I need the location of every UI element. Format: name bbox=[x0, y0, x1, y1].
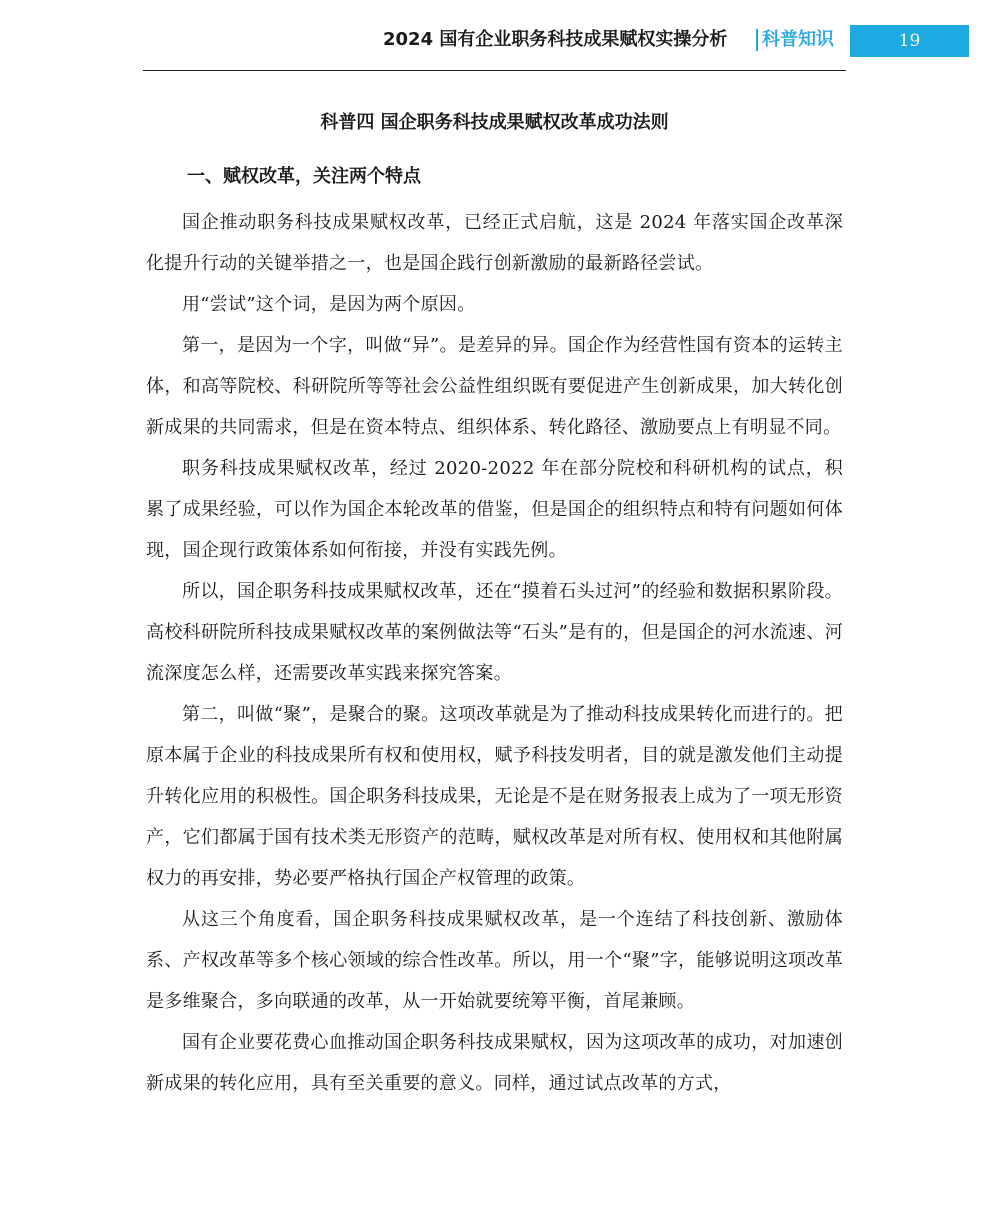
paragraph: 第一，是因为一个字，叫做“异”。是差异的异。国企作为经营性国有资本的运转主体，和高等院校、科研院所等等社会公益性组织既有要促进产生创新成果，加大转化创新成果的共同需求，但是在资本特点、组织体系、转化路径、激励要点上有明显不同。 bbox=[146, 335, 843, 438]
paragraph: 所以，国企职务科技成果赋权改革，还在“摸着石头过河”的经验和数据积累阶段。高校科研院所科技成果赋权改革的案例做法等“石头”是有的，但是国企的河水流速、河流深度怎么样，还需要改革实践来探究答案。 bbox=[146, 581, 843, 684]
header-separator bbox=[756, 29, 758, 51]
section-heading: 一、赋权改革，关注两个特点 bbox=[187, 166, 421, 187]
paragraph: 国有企业要花费心血推动国企职务科技成果赋权，因为这项改革的成功，对加速创新成果的转化应用，具有至关重要的意义。同样，通过试点改革的方式， bbox=[146, 1032, 843, 1094]
header-rule bbox=[143, 70, 846, 71]
paragraph: 用“尝试”这个词，是因为两个原因。 bbox=[182, 294, 476, 315]
header-section-label: 科普知识 bbox=[762, 29, 834, 50]
body-text bbox=[146, 202, 843, 1104]
paragraph: 从这三个角度看，国企职务科技成果赋权改革，是一个连结了科技创新、激励体系、产权改革等多个核心领域的综合性改革。所以，用一个“聚”字，能够说明这项改革是多维聚合，多向联通的改革，从一开始就要统筹平衡，首尾兼顾。 bbox=[146, 909, 843, 1012]
paragraph: 第二，叫做“聚”，是聚合的聚。这项改革就是为了推动科技成果转化而进行的。把原本属于企业的科技成果所有权和使用权，赋予科技发明者，目的就是激发他们主动提升转化应用的积极性。国企职务科技成果，无论是不是在财务报表上成为了一项无形资产，它们都属于国有技术类无形资产的范畴，赋权改革是对所有权、使用权和其他附属权力的再安排，势必要严格执行国企产权管理的政策。 bbox=[146, 704, 843, 889]
page-number-badge: 19 bbox=[850, 25, 969, 57]
header-title: 2024 国有企业职务科技成果赋权实操分析 bbox=[383, 29, 728, 50]
article-title: 科普四 国企职务科技成果赋权改革成功法则 bbox=[320, 112, 669, 133]
paragraph: 国企推动职务科技成果赋权改革，已经正式启航，这是 2024 年落实国企改革深化提升行动的关键举措之一，也是国企践行创新激励的最新路径尝试。 bbox=[146, 212, 843, 274]
paragraph: 职务科技成果赋权改革，经过 2020-2022 年在部分院校和科研机构的试点，积累了成果经验，可以作为国企本轮改革的借鉴，但是国企的组织特点和特有问题如何体现，国企现行政策体系如何衔接，并没有实践先例。 bbox=[146, 458, 843, 561]
